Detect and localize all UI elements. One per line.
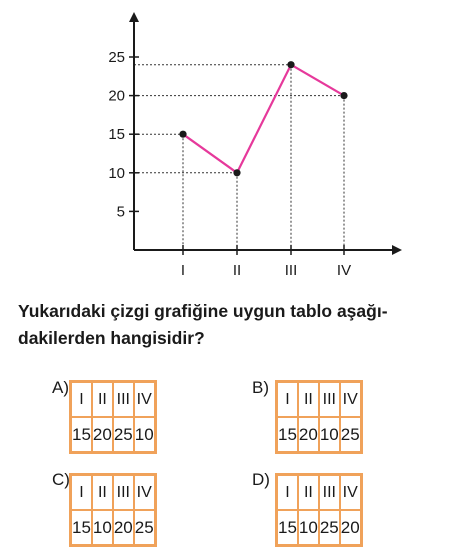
option-b-table [275, 380, 363, 454]
option-c-label: C) [52, 470, 70, 489]
chart-axes [129, 12, 402, 255]
option-d-table [275, 473, 363, 547]
table-header-cell: III [113, 382, 134, 417]
series-line [183, 65, 344, 173]
table-header-cell: I [277, 382, 298, 417]
table-header-cell: II [298, 475, 319, 510]
y-tick-label: 25 [108, 49, 125, 66]
table-header-cell: II [92, 475, 113, 510]
x-axis-arrow [392, 245, 402, 255]
table-value-cell: 25 [113, 417, 134, 452]
table-header-cell: II [298, 382, 319, 417]
table-value-cell: 15 [71, 417, 92, 452]
table-value-cell: 20 [113, 510, 134, 545]
table-header-cell: II [92, 382, 113, 417]
data-point [179, 131, 186, 138]
y-tick-label: 5 [116, 203, 125, 221]
table-value-cell: 15 [277, 417, 298, 452]
table-value-cell: 10 [92, 510, 113, 545]
x-tick-label: II [232, 262, 242, 279]
option-d-label: D) [252, 470, 270, 489]
option-a-label: A) [52, 378, 69, 397]
table-header-cell: IV [134, 475, 155, 510]
table-value-cell: 10 [319, 417, 340, 452]
table-header-cell: III [319, 475, 340, 510]
data-point [287, 61, 294, 68]
data-series [179, 61, 347, 176]
table-header-cell: I [277, 475, 298, 510]
table-header-cell: I [71, 382, 92, 417]
option-c-table [69, 473, 157, 547]
table-header-cell: I [71, 475, 92, 510]
table-header-cell: IV [340, 382, 361, 417]
y-axis-arrow [129, 12, 139, 22]
question-line-1: Yukarıdaki çizgi grafiğine uygun tablo aşağı- [18, 301, 388, 321]
table-value-cell: 20 [298, 417, 319, 452]
table-header-cell: IV [340, 475, 361, 510]
y-tick-label: 10 [108, 164, 125, 182]
option-b-label: B) [252, 378, 269, 397]
y-tick-label: 20 [108, 87, 125, 105]
x-tick-label: IV [336, 262, 352, 279]
question-text [18, 298, 463, 352]
guide-lines [134, 65, 344, 250]
data-point [233, 169, 240, 176]
option-a-table [69, 380, 157, 454]
x-tick-label: III [284, 262, 298, 279]
x-tick-label: I [180, 262, 186, 279]
table-value-cell: 25 [340, 417, 361, 452]
table-value-cell: 20 [92, 417, 113, 452]
table-header-cell: IV [134, 382, 155, 417]
table-value-cell: 20 [340, 510, 361, 545]
table-value-cell: 15 [71, 510, 92, 545]
y-tick-label: 15 [108, 126, 125, 144]
table-header-cell: III [319, 382, 340, 417]
table-value-cell: 25 [319, 510, 340, 545]
table-value-cell: 10 [298, 510, 319, 545]
data-point [340, 92, 347, 99]
table-value-cell: 10 [134, 417, 155, 452]
table-value-cell: 15 [277, 510, 298, 545]
table-value-cell: 25 [134, 510, 155, 545]
question-line-2: dakilerden hangisidir? [18, 328, 205, 348]
table-header-cell: III [113, 475, 134, 510]
